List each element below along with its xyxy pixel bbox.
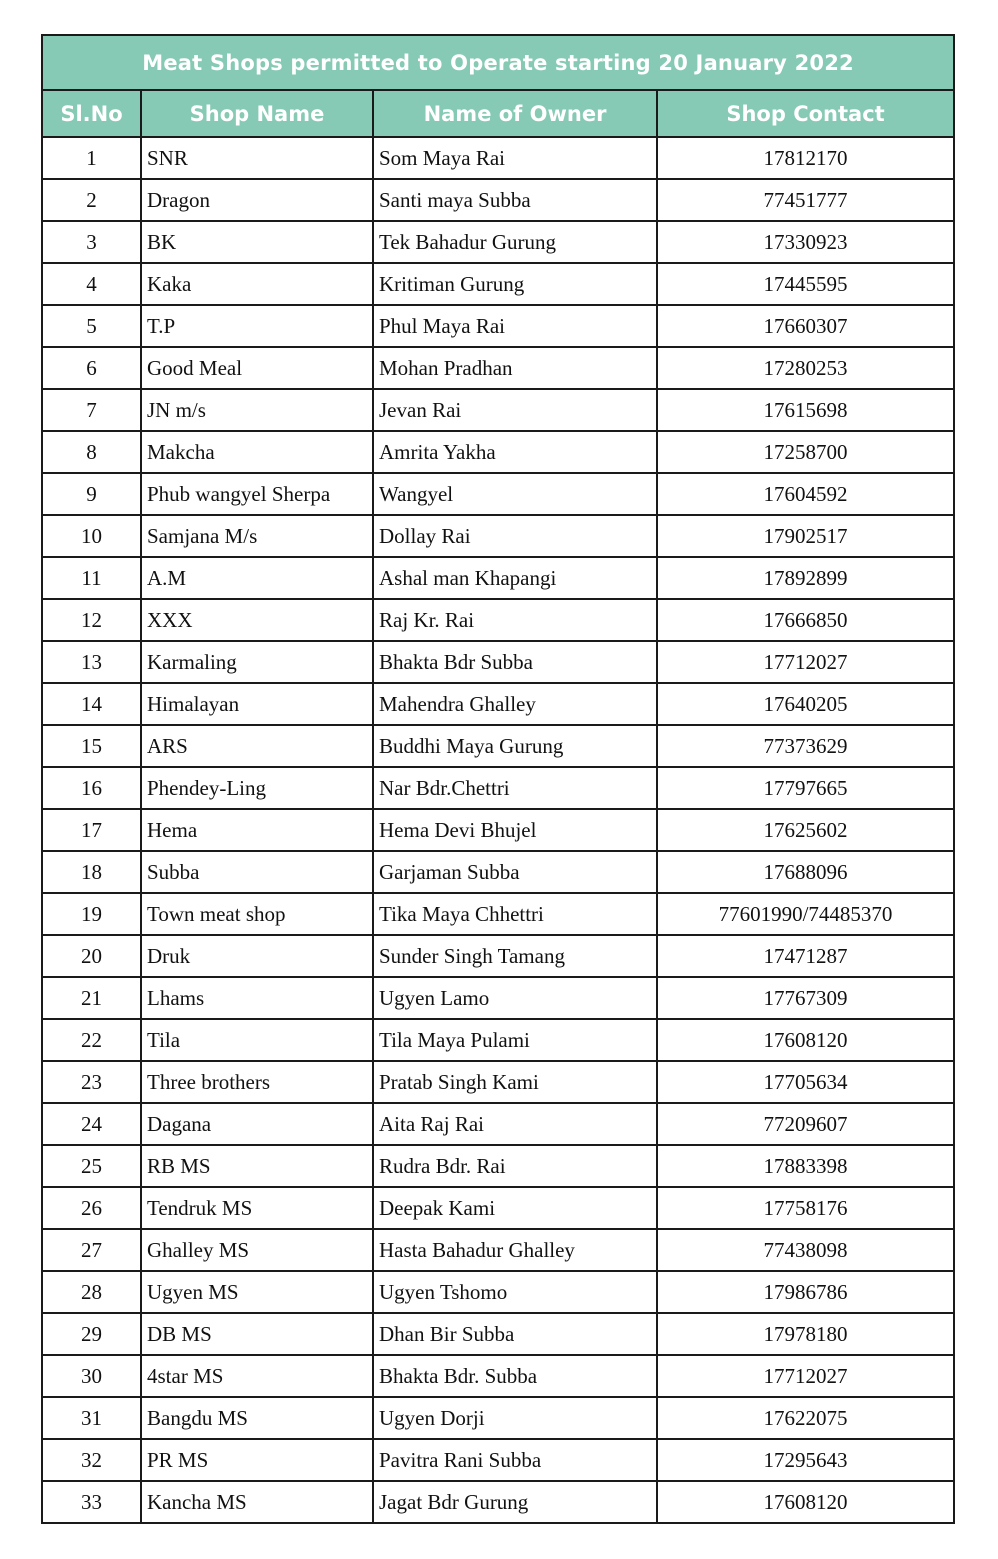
table-row: [42, 1355, 954, 1397]
table-row: [42, 1439, 954, 1481]
owner-name-cell: Ugyen Tshomo: [373, 1271, 657, 1313]
shop-name-cell: Ugyen MS: [141, 1271, 373, 1313]
shop-contact-cell: 77601990/74485370: [657, 893, 954, 935]
owner-name-cell: Hasta Bahadur Ghalley: [373, 1229, 657, 1271]
table-row: [42, 347, 954, 389]
table-header: [42, 35, 954, 137]
shop-name-cell: Lhams: [141, 977, 373, 1019]
shop-name-cell: Kaka: [141, 263, 373, 305]
shop-contact-cell: 17622075: [657, 1397, 954, 1439]
shop-contact-cell: 17883398: [657, 1145, 954, 1187]
shop-contact-cell: 17902517: [657, 515, 954, 557]
owner-name-cell: Jagat Bdr Gurung: [373, 1481, 657, 1523]
owner-name-cell: Tila Maya Pulami: [373, 1019, 657, 1061]
shop-name-cell: Dagana: [141, 1103, 373, 1145]
shop-contact-cell: 17258700: [657, 431, 954, 473]
table-row: [42, 1229, 954, 1271]
table-row: [42, 1019, 954, 1061]
serial-number-cell: 6: [42, 347, 141, 389]
meat-shops-document: [41, 34, 953, 1524]
table-title: Meat Shops permitted to Operate starting 20 January 2022: [42, 35, 954, 90]
table-row: [42, 137, 954, 179]
table-row: [42, 1145, 954, 1187]
owner-name-cell: Som Maya Rai: [373, 137, 657, 179]
serial-number-cell: 16: [42, 767, 141, 809]
owner-name-cell: Mohan Pradhan: [373, 347, 657, 389]
shop-name-cell: Tendruk MS: [141, 1187, 373, 1229]
serial-number-cell: 4: [42, 263, 141, 305]
owner-name-cell: Garjaman Subba: [373, 851, 657, 893]
shop-contact-cell: 17797665: [657, 767, 954, 809]
shop-name-cell: DB MS: [141, 1313, 373, 1355]
table-row: [42, 767, 954, 809]
shop-name-cell: Druk: [141, 935, 373, 977]
shop-name-cell: Himalayan: [141, 683, 373, 725]
table-row: [42, 431, 954, 473]
shop-name-cell: Dragon: [141, 179, 373, 221]
meat-shops-table: [41, 34, 955, 1524]
shop-contact-cell: 17705634: [657, 1061, 954, 1103]
serial-number-cell: 20: [42, 935, 141, 977]
shop-contact-cell: 77451777: [657, 179, 954, 221]
shop-name-cell: Makcha: [141, 431, 373, 473]
title-row: [42, 35, 954, 90]
shop-name-cell: Karmaling: [141, 641, 373, 683]
owner-name-cell: Pavitra Rani Subba: [373, 1439, 657, 1481]
shop-contact-cell: 17640205: [657, 683, 954, 725]
owner-name-cell: Bhakta Bdr Subba: [373, 641, 657, 683]
shop-contact-cell: 77373629: [657, 725, 954, 767]
serial-number-cell: 18: [42, 851, 141, 893]
shop-name-cell: A.M: [141, 557, 373, 599]
table-row: [42, 1481, 954, 1523]
owner-name-cell: Ashal man Khapangi: [373, 557, 657, 599]
owner-name-cell: Dollay Rai: [373, 515, 657, 557]
shop-contact-cell: 17608120: [657, 1019, 954, 1061]
shop-name-cell: 4star MS: [141, 1355, 373, 1397]
shop-contact-cell: 17767309: [657, 977, 954, 1019]
serial-number-cell: 26: [42, 1187, 141, 1229]
shop-contact-cell: 17471287: [657, 935, 954, 977]
owner-name-cell: Pratab Singh Kami: [373, 1061, 657, 1103]
shop-name-cell: Ghalley MS: [141, 1229, 373, 1271]
shop-contact-cell: 17445595: [657, 263, 954, 305]
shop-name-cell: Phub wangyel Sherpa: [141, 473, 373, 515]
serial-number-cell: 19: [42, 893, 141, 935]
shop-name-cell: XXX: [141, 599, 373, 641]
shop-contact-cell: 17892899: [657, 557, 954, 599]
serial-number-cell: 7: [42, 389, 141, 431]
shop-contact-cell: 17330923: [657, 221, 954, 263]
serial-number-cell: 25: [42, 1145, 141, 1187]
serial-number-cell: 2: [42, 179, 141, 221]
table-row: [42, 641, 954, 683]
shop-name-cell: Three brothers: [141, 1061, 373, 1103]
shop-contact-cell: 17688096: [657, 851, 954, 893]
table-row: [42, 725, 954, 767]
serial-number-cell: 29: [42, 1313, 141, 1355]
table-row: [42, 1313, 954, 1355]
shop-name-cell: ARS: [141, 725, 373, 767]
owner-name-cell: Santi maya Subba: [373, 179, 657, 221]
shop-contact-cell: 17604592: [657, 473, 954, 515]
column-header-slno: Sl.No: [42, 90, 141, 137]
serial-number-cell: 30: [42, 1355, 141, 1397]
table-row: [42, 893, 954, 935]
shop-contact-cell: 17812170: [657, 137, 954, 179]
shop-name-cell: PR MS: [141, 1439, 373, 1481]
shop-contact-cell: 17712027: [657, 1355, 954, 1397]
owner-name-cell: Aita Raj Rai: [373, 1103, 657, 1145]
table-row: [42, 809, 954, 851]
serial-number-cell: 15: [42, 725, 141, 767]
owner-name-cell: Hema Devi Bhujel: [373, 809, 657, 851]
shop-contact-cell: 17758176: [657, 1187, 954, 1229]
owner-name-cell: Kritiman Gurung: [373, 263, 657, 305]
owner-name-cell: Mahendra Ghalley: [373, 683, 657, 725]
owner-name-cell: Wangyel: [373, 473, 657, 515]
serial-number-cell: 10: [42, 515, 141, 557]
shop-name-cell: Hema: [141, 809, 373, 851]
table-row: [42, 1397, 954, 1439]
shop-contact-cell: 77438098: [657, 1229, 954, 1271]
serial-number-cell: 31: [42, 1397, 141, 1439]
table-row: [42, 1103, 954, 1145]
shop-contact-cell: 17625602: [657, 809, 954, 851]
shop-contact-cell: 17660307: [657, 305, 954, 347]
owner-name-cell: Nar Bdr.Chettri: [373, 767, 657, 809]
table-row: [42, 515, 954, 557]
serial-number-cell: 27: [42, 1229, 141, 1271]
shop-contact-cell: 17280253: [657, 347, 954, 389]
column-header-row: [42, 90, 954, 137]
shop-name-cell: BK: [141, 221, 373, 263]
serial-number-cell: 11: [42, 557, 141, 599]
column-header-shop-contact: Shop Contact: [657, 90, 954, 137]
owner-name-cell: Ugyen Lamo: [373, 977, 657, 1019]
serial-number-cell: 1: [42, 137, 141, 179]
serial-number-cell: 14: [42, 683, 141, 725]
table-row: [42, 1061, 954, 1103]
serial-number-cell: 28: [42, 1271, 141, 1313]
serial-number-cell: 23: [42, 1061, 141, 1103]
serial-number-cell: 3: [42, 221, 141, 263]
table-row: [42, 851, 954, 893]
shop-name-cell: T.P: [141, 305, 373, 347]
serial-number-cell: 32: [42, 1439, 141, 1481]
shop-name-cell: SNR: [141, 137, 373, 179]
shop-contact-cell: 17986786: [657, 1271, 954, 1313]
owner-name-cell: Phul Maya Rai: [373, 305, 657, 347]
owner-name-cell: Ugyen Dorji: [373, 1397, 657, 1439]
shop-name-cell: Good Meal: [141, 347, 373, 389]
serial-number-cell: 8: [42, 431, 141, 473]
table-row: [42, 473, 954, 515]
serial-number-cell: 24: [42, 1103, 141, 1145]
table-row: [42, 935, 954, 977]
column-header-shop-name: Shop Name: [141, 90, 373, 137]
shop-name-cell: Town meat shop: [141, 893, 373, 935]
table-row: [42, 263, 954, 305]
table-row: [42, 1271, 954, 1313]
shop-name-cell: Samjana M/s: [141, 515, 373, 557]
owner-name-cell: Amrita Yakha: [373, 431, 657, 473]
serial-number-cell: 9: [42, 473, 141, 515]
table-row: [42, 683, 954, 725]
shop-name-cell: Kancha MS: [141, 1481, 373, 1523]
table-row: [42, 389, 954, 431]
shop-name-cell: Bangdu MS: [141, 1397, 373, 1439]
serial-number-cell: 33: [42, 1481, 141, 1523]
table-row: [42, 305, 954, 347]
owner-name-cell: Rudra Bdr. Rai: [373, 1145, 657, 1187]
table-row: [42, 221, 954, 263]
table-row: [42, 977, 954, 1019]
shop-contact-cell: 17666850: [657, 599, 954, 641]
table-body: [42, 137, 954, 1523]
owner-name-cell: Sunder Singh Tamang: [373, 935, 657, 977]
table-row: [42, 179, 954, 221]
owner-name-cell: Bhakta Bdr. Subba: [373, 1355, 657, 1397]
owner-name-cell: Tek Bahadur Gurung: [373, 221, 657, 263]
owner-name-cell: Dhan Bir Subba: [373, 1313, 657, 1355]
serial-number-cell: 12: [42, 599, 141, 641]
table-row: [42, 557, 954, 599]
shop-contact-cell: 17608120: [657, 1481, 954, 1523]
owner-name-cell: Buddhi Maya Gurung: [373, 725, 657, 767]
shop-contact-cell: 17615698: [657, 389, 954, 431]
serial-number-cell: 13: [42, 641, 141, 683]
shop-name-cell: Subba: [141, 851, 373, 893]
shop-name-cell: Phendey-Ling: [141, 767, 373, 809]
owner-name-cell: Tika Maya Chhettri: [373, 893, 657, 935]
shop-name-cell: JN m/s: [141, 389, 373, 431]
shop-contact-cell: 17295643: [657, 1439, 954, 1481]
column-header-owner-name: Name of Owner: [373, 90, 657, 137]
owner-name-cell: Jevan Rai: [373, 389, 657, 431]
owner-name-cell: Deepak Kami: [373, 1187, 657, 1229]
serial-number-cell: 22: [42, 1019, 141, 1061]
serial-number-cell: 5: [42, 305, 141, 347]
shop-contact-cell: 17978180: [657, 1313, 954, 1355]
shop-contact-cell: 17712027: [657, 641, 954, 683]
shop-name-cell: Tila: [141, 1019, 373, 1061]
serial-number-cell: 21: [42, 977, 141, 1019]
shop-contact-cell: 77209607: [657, 1103, 954, 1145]
shop-name-cell: RB MS: [141, 1145, 373, 1187]
table-row: [42, 1187, 954, 1229]
owner-name-cell: Raj Kr. Rai: [373, 599, 657, 641]
table-row: [42, 599, 954, 641]
serial-number-cell: 17: [42, 809, 141, 851]
